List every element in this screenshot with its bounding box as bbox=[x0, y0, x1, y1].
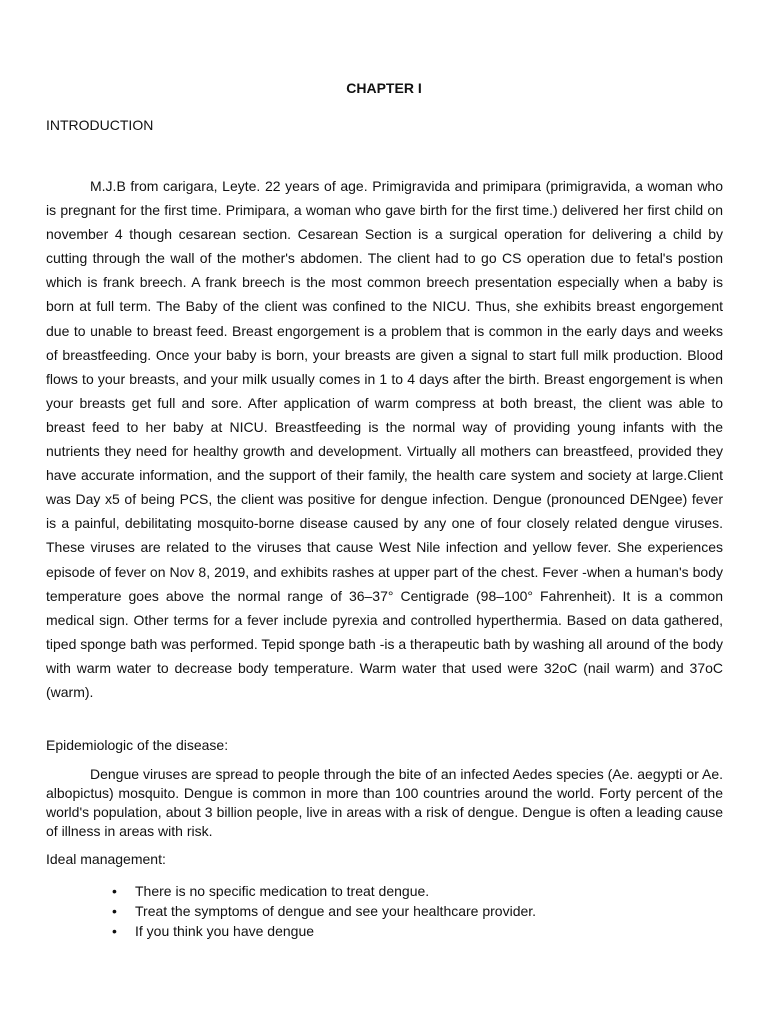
management-heading: Ideal management: bbox=[46, 851, 166, 867]
list-item-text: If you think you have dengue bbox=[135, 923, 315, 939]
list-item bbox=[112, 901, 536, 921]
epidemiology-paragraph: Dengue viruses are spread to people through the bite of an infected Aedes species (Ae. aegypti or Ae. albopictus) mosquito. Dengue is common in more than 100 countries around the world. Forty percent of the world's population, about 3 billion people, live in areas with a risk of dengue. Dengue is often a leading cause of illness in areas with risk. bbox=[46, 766, 723, 839]
list-item-text: Treat the symptoms of dengue and see your healthcare provider. bbox=[135, 903, 537, 919]
bullet-icon: • bbox=[112, 923, 117, 939]
bullet-icon: • bbox=[112, 883, 117, 899]
epidemiology-heading: Epidemiologic of the disease: bbox=[46, 737, 229, 753]
introduction-paragraph: M.J.B from carigara, Leyte. 22 years of age. Primigravida and primipara (primigravida, a woman who is pregnant for the first time. Primipara, a woman who gave birth for the first time.) delivered her first child on november 4 though cesarean section. Cesarean Section is a surgical operation for delivering a child by cutting through the wall of the mother's abdomen. The client had to go CS operation due to fetal's postion which is frank breech. A frank breech is the most common breech presentation especially when a baby is born at full term. The Baby of the client was confined to the NICU. Thus, she exhibits breast engorgement due to unable to breast feed. Breast engorgement is a problem that is common in the early days and weeks of breastfeeding. Once your baby is born, your breasts are given a signal to start full milk production. Blood flows to your breasts, and your milk usually comes in 1 to 4 days after the birth. Breast engorgement is when your breasts get full and sore. After application of warm compress at both breast, the client was able to breast feed to her baby at NICU. Breastfeeding is the normal way of providing young infants with the nutrients they need for healthy growth and development. Virtually all mothers can breastfeed, provided they have accurate information, and the support of their family, the health care system and society at large.Client was Day x5 of being PCS, the client was positive for dengue infection. Dengue (pronounced DENgee) fever is a painful, debilitating mosquito-borne disease caused by any one of four closely related dengue viruses. These viruses are related to the viruses that cause West Nile infection and yellow fever. She experiences episode of fever on Nov 8, 2019, and exhibits rashes at upper part of the chest. Fever -when a human's body temperature goes above the normal range of 36–37° Centigrade (98–100° Fahrenheit). It is a common medical sign. Other terms for a fever include pyrexia and controlled hyperthermia. Based on data gathered, tiped sponge bath was performed. Tepid sponge bath -is a therapeutic bath by washing all around of the body with warm water to decrease body temperature. Warm water that used were 32oC (nail warm) and 37oC (warm). bbox=[46, 178, 723, 700]
introduction-heading: INTRODUCTION bbox=[46, 117, 154, 133]
list-item-text: There is no specific medication to treat dengue. bbox=[135, 883, 430, 899]
chapter-title: CHAPTER I bbox=[346, 80, 422, 96]
list-item bbox=[112, 881, 536, 901]
list-item bbox=[112, 921, 536, 941]
management-list bbox=[112, 881, 536, 941]
bullet-icon: • bbox=[112, 903, 117, 919]
